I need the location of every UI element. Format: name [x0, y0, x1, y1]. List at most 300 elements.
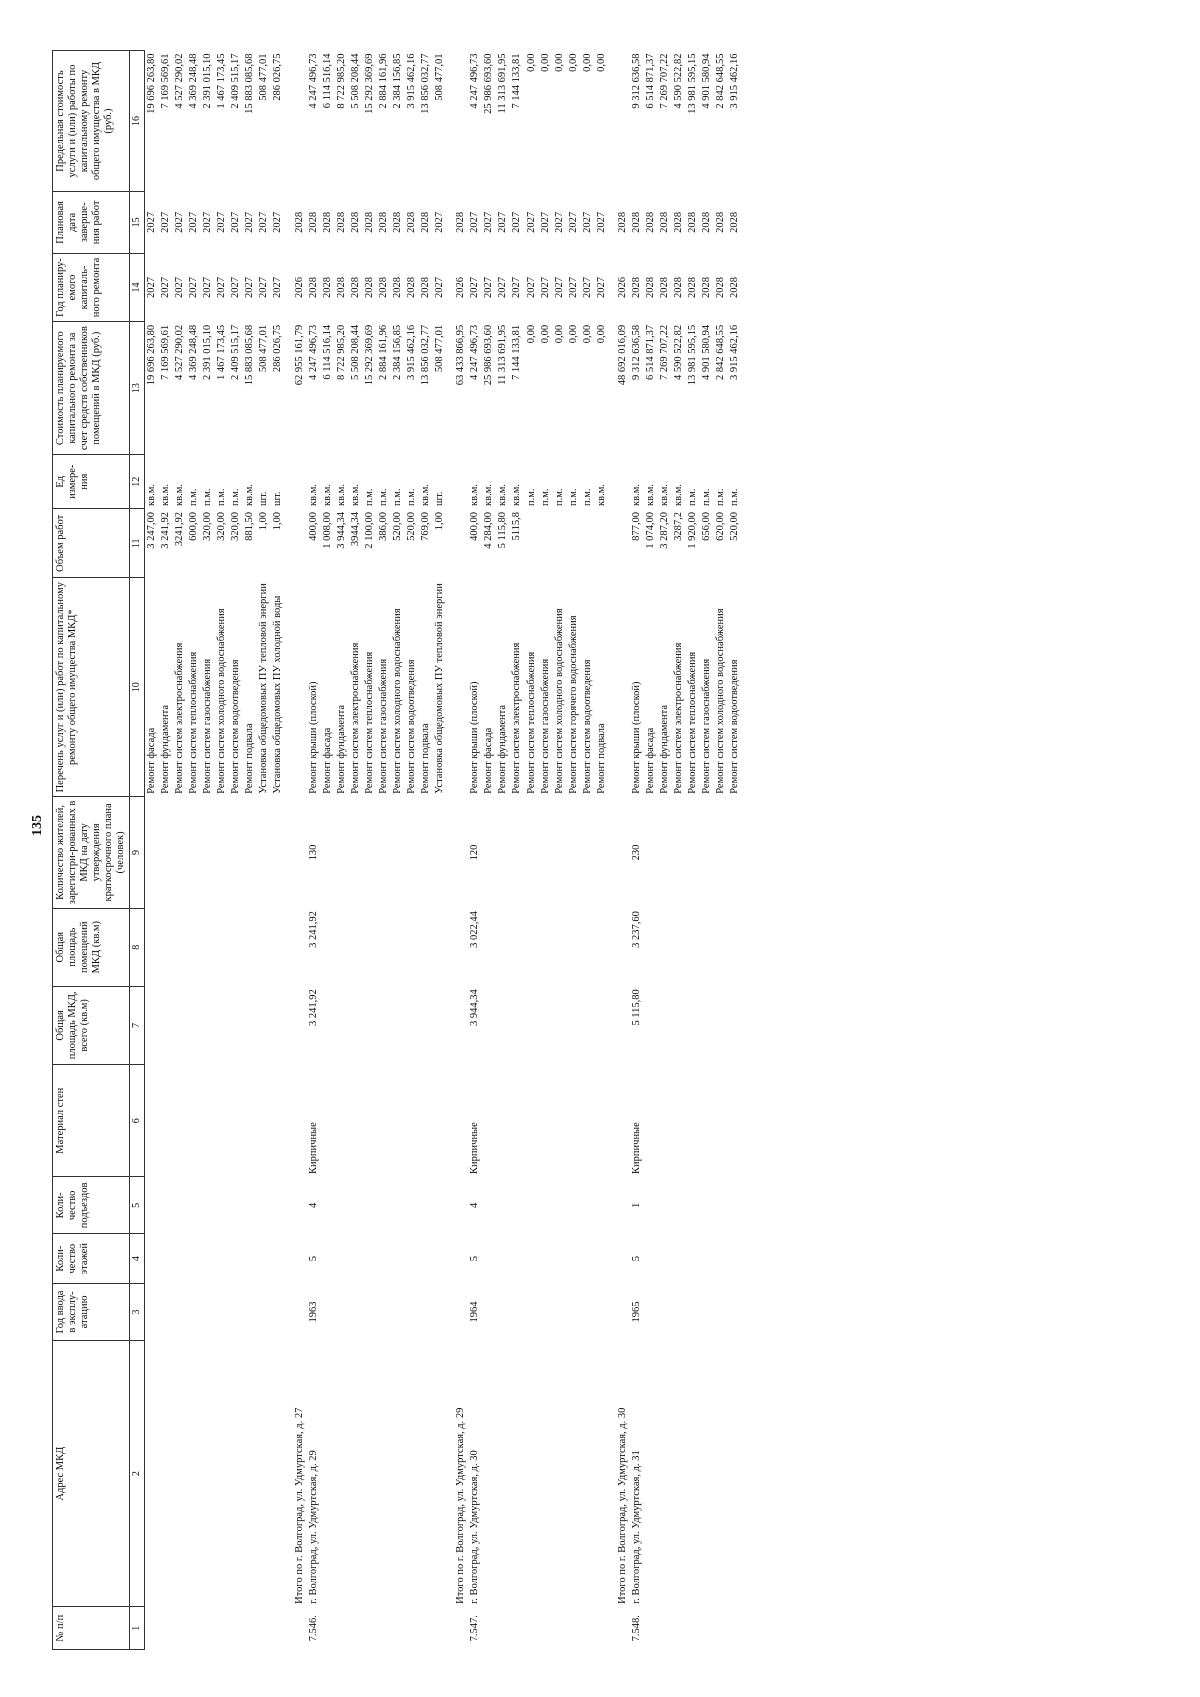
table-row — [496, 51, 510, 1650]
cell-col-15: 2028 — [701, 211, 713, 233]
cell-col-12: п.м. — [230, 488, 242, 506]
cell-col-8 — [525, 908, 539, 986]
header-cell: Объем работ — [53, 509, 130, 578]
cell-col-9 — [419, 797, 433, 908]
cell-col-7 — [644, 986, 658, 1064]
cell-col-2 — [686, 1340, 700, 1607]
cell-col-2: г. Волгоград, ул. Удмуртская, д. 29 — [307, 1450, 319, 1604]
cell-col-11: 1 074,00 — [645, 511, 656, 549]
cell-col-6 — [391, 1064, 405, 1177]
cell-col-13: 7 144 133,81 — [511, 324, 523, 380]
cell-col-14: 2028 — [391, 276, 403, 298]
cell-col-5 — [496, 1177, 510, 1234]
cell-col-11: 320,00 — [202, 511, 214, 541]
cell-col-13: 0,00 — [525, 324, 537, 344]
cell-col-14: 2027 — [174, 276, 185, 298]
cell-col-14: 2028 — [645, 276, 656, 298]
cell-col-7 — [419, 986, 433, 1064]
table-row — [377, 51, 391, 1650]
header-row — [53, 51, 130, 1650]
cell-col-8 — [335, 908, 349, 986]
cell-col-4 — [321, 1234, 335, 1284]
table-row — [714, 51, 728, 1650]
cell-col-9 — [405, 797, 419, 908]
cell-col-6 — [672, 1064, 686, 1177]
cell-col-11: 1 008,00 — [321, 511, 333, 549]
table-row — [644, 51, 658, 1650]
cell-col-9 — [581, 797, 595, 908]
cell-col-5 — [321, 1177, 335, 1234]
table-row — [243, 51, 257, 1650]
cell-col-1 — [658, 1607, 672, 1650]
cell-col-3 — [391, 1284, 405, 1341]
cell-col-2: Итого по г. Волгоград, ул. Удмуртская, д. 29 — [455, 1407, 467, 1604]
cell-col-10: Ремонт систем теплоснабжения — [363, 651, 375, 794]
cell-col-8 — [377, 908, 391, 986]
table-row — [686, 51, 700, 1650]
cell-col-4 — [700, 1234, 714, 1284]
cell-col-11: 3 944,34 — [335, 511, 347, 549]
cell-col-7 — [405, 986, 419, 1064]
cell-col-1 — [363, 1607, 377, 1650]
cell-col-13: 2 384 156,85 — [391, 324, 403, 380]
cell-col-13: 508 477,01 — [434, 324, 446, 373]
table-row — [144, 51, 159, 1650]
cell-col-13: 2 842 648,55 — [715, 324, 727, 380]
cell-col-11: 400,00 — [307, 511, 319, 541]
rotated-table-area — [52, 50, 1142, 1650]
cell-col-11 — [539, 509, 553, 578]
cell-col-14: 2027 — [145, 276, 157, 298]
cell-col-6 — [144, 1064, 159, 1177]
cell-col-12: п.м. — [581, 488, 593, 506]
cell-col-3 — [447, 1284, 468, 1341]
cell-col-12: п.м. — [687, 488, 699, 506]
cell-col-12: п.м. — [216, 488, 228, 506]
cell-col-12: кв.м. — [145, 484, 157, 506]
cell-col-2 — [728, 1340, 742, 1607]
cell-col-1 — [335, 1607, 349, 1650]
cell-col-13: 7 269 707,22 — [659, 324, 671, 380]
cell-col-13: 2 391 015,10 — [202, 324, 214, 380]
cell-col-3 — [525, 1284, 539, 1341]
cell-col-2: Итого по г. Волгоград, ул. Удмуртская, д. 30 — [616, 1407, 628, 1604]
cell-col-7 — [447, 986, 468, 1064]
header-cell: Адрес МКД — [53, 1340, 130, 1607]
cell-col-13: 13 981 595,15 — [687, 324, 699, 386]
cell-col-16: 1 467 173,45 — [216, 53, 228, 109]
cell-col-11 — [525, 509, 539, 578]
cell-col-12: п.м. — [525, 488, 537, 506]
cell-col-13: 11 313 691,95 — [497, 324, 509, 385]
cell-col-11: 3944,34 — [349, 511, 361, 547]
cell-col-3 — [363, 1284, 377, 1341]
cell-col-3 — [419, 1284, 433, 1341]
cell-col-3 — [187, 1284, 201, 1341]
cell-col-3 — [349, 1284, 363, 1341]
cell-col-9 — [144, 797, 159, 908]
cell-col-12: п.м. — [202, 488, 214, 506]
cell-col-8 — [482, 908, 496, 986]
cell-col-7 — [686, 986, 700, 1064]
cell-col-9 — [700, 797, 714, 908]
cell-col-5 — [363, 1177, 377, 1234]
cell-col-11: 1,00 — [258, 511, 270, 531]
cell-col-2 — [510, 1340, 524, 1607]
cell-col-14: 2028 — [701, 276, 713, 298]
cell-col-16: 3 915 462,16 — [729, 53, 741, 109]
cell-col-14: 2028 — [659, 276, 671, 298]
cell-col-11: 3 247,00 — [145, 511, 157, 549]
cell-col-11 — [553, 509, 567, 578]
cell-col-4 — [433, 1234, 447, 1284]
cell-col-6 — [567, 1064, 581, 1177]
house-row — [630, 51, 644, 1650]
column-number: 9 — [130, 797, 145, 908]
cell-col-6 — [335, 1064, 349, 1177]
cell-col-16: 15 292 369,69 — [363, 53, 375, 114]
cell-col-2 — [173, 1340, 187, 1607]
cell-col-13: 4 247 496,73 — [307, 324, 319, 380]
cell-col-12: кв.м. — [645, 484, 656, 506]
cell-col-3 — [686, 1284, 700, 1341]
cell-col-11: 656,00 — [701, 511, 713, 541]
cell-col-6 — [539, 1064, 553, 1177]
cell-col-5 — [377, 1177, 391, 1234]
cell-col-14: 2027 — [434, 276, 446, 298]
cell-col-15: 2027 — [202, 211, 214, 233]
cell-col-11 — [286, 509, 307, 578]
cell-col-15: 2027 — [145, 211, 157, 233]
cell-col-10: Ремонт крыши (плоской) — [469, 681, 481, 794]
cell-col-12: п.м. — [539, 488, 551, 506]
cell-col-11: 881,50 — [244, 511, 256, 541]
cell-col-3 — [215, 1284, 229, 1341]
cell-col-13: 4 369 248,48 — [188, 324, 200, 380]
cell-col-11 — [595, 509, 609, 578]
cell-col-13: 4 901 580,94 — [701, 324, 713, 380]
cell-col-8 — [496, 908, 510, 986]
cell-col-7: 3 944,34 — [469, 989, 481, 1027]
cell-col-13: 508 477,01 — [258, 324, 270, 373]
cell-col-14: 2026 — [455, 276, 467, 298]
cell-col-8 — [173, 908, 187, 986]
cell-col-10: Ремонт систем водоотведения — [406, 659, 417, 794]
cell-col-11: 4 284,00 — [483, 511, 495, 549]
cell-col-6 — [215, 1064, 229, 1177]
cell-col-9 — [215, 797, 229, 908]
cell-col-16: 2 384 156,85 — [391, 53, 403, 109]
cell-col-8 — [144, 908, 159, 986]
cell-col-3 — [159, 1284, 173, 1341]
cell-col-1 — [553, 1607, 567, 1650]
cell-col-10: Ремонт крыши (плоской) — [307, 681, 319, 794]
cell-col-11: 520,00 — [729, 511, 741, 541]
cell-col-7 — [567, 986, 581, 1064]
cell-col-9 — [243, 797, 257, 908]
cell-col-6 — [286, 1064, 307, 1177]
cell-col-5 — [187, 1177, 201, 1234]
cell-col-9: 230 — [630, 844, 642, 861]
cell-col-16 — [286, 51, 307, 192]
cell-col-15: 2028 — [321, 211, 333, 233]
cell-col-3 — [595, 1284, 609, 1341]
cell-col-1 — [714, 1607, 728, 1650]
cell-col-15: 2028 — [645, 211, 656, 233]
cell-col-15: 2027 — [244, 211, 256, 233]
cell-col-14: 2027 — [202, 276, 214, 298]
cell-col-10: Ремонт систем электроснабжения — [511, 642, 523, 794]
cell-col-8 — [391, 908, 405, 986]
cell-col-5 — [257, 1177, 271, 1234]
cell-col-7 — [672, 986, 686, 1064]
column-number: 12 — [130, 454, 145, 508]
cell-col-7 — [187, 986, 201, 1064]
cell-col-11: 1 920,00 — [687, 511, 699, 549]
cell-col-11: 3 287,20 — [659, 511, 671, 549]
cell-col-14: 2028 — [729, 276, 741, 298]
cell-col-12: кв.м. — [307, 484, 319, 506]
cell-col-15: 2028 — [406, 211, 417, 233]
cell-col-14: 2028 — [363, 276, 375, 298]
cell-col-11: 386,00 — [377, 511, 389, 541]
cell-col-5 — [581, 1177, 595, 1234]
cell-col-5 — [510, 1177, 524, 1234]
cell-col-8 — [553, 908, 567, 986]
cell-col-8 — [672, 908, 686, 986]
cell-col-16: 4 590 522,82 — [673, 53, 685, 109]
cell-col-3 — [229, 1284, 243, 1341]
cell-col-8 — [447, 908, 468, 986]
cell-col-2: г. Волгоград, ул. Удмуртская, д. 30 — [469, 1450, 481, 1604]
cell-col-5 — [405, 1177, 419, 1234]
cell-col-14: 2028 — [715, 276, 727, 298]
cell-col-11: 769,00 — [420, 511, 432, 541]
cell-col-1 — [567, 1607, 581, 1650]
cell-col-10: Ремонт фасада — [483, 727, 495, 794]
cell-col-13: 3 915 462,16 — [729, 324, 741, 380]
cell-col-2 — [257, 1340, 271, 1607]
cell-col-7: 5 115,80 — [630, 989, 642, 1026]
cell-col-15: 2027 — [581, 211, 593, 233]
cell-col-8 — [714, 908, 728, 986]
cell-col-16: 0,00 — [595, 53, 607, 72]
cell-col-16: 2 391 015,10 — [202, 53, 214, 109]
cell-col-14: 2027 — [469, 276, 481, 298]
cell-col-11: 400,00 — [469, 511, 481, 541]
cell-col-6 — [271, 1064, 285, 1177]
cell-col-10: Установка общедомовых ПУ тепловой энергии — [434, 583, 446, 794]
cell-col-9 — [539, 797, 553, 908]
cell-col-8 — [595, 908, 609, 986]
cell-col-12: шт. — [258, 491, 270, 506]
cell-col-14: 2027 — [216, 276, 228, 298]
cell-col-13: 13 856 032,77 — [420, 324, 432, 386]
cell-col-10: Ремонт систем водоотведения — [581, 659, 593, 794]
cell-col-9 — [229, 797, 243, 908]
cell-col-2 — [321, 1340, 335, 1607]
table-row — [553, 51, 567, 1650]
cell-col-11 — [581, 509, 595, 578]
cell-col-4: 5 — [307, 1256, 319, 1262]
cell-col-6: Кирпичные — [630, 1122, 642, 1174]
cell-col-9 — [433, 797, 447, 908]
cell-col-6 — [553, 1064, 567, 1177]
cell-col-8 — [363, 908, 377, 986]
cell-col-7 — [510, 986, 524, 1064]
cell-col-11: 5115,8 — [511, 511, 523, 541]
column-number: 11 — [130, 509, 145, 578]
cell-col-15: 2028 — [293, 211, 305, 233]
cell-col-10: Ремонт систем горячего водоснабжения — [567, 615, 579, 794]
cell-col-15: 2027 — [188, 211, 200, 233]
cell-col-4 — [405, 1234, 419, 1284]
cell-col-13: 6 514 871,37 — [645, 324, 656, 380]
cell-col-4 — [173, 1234, 187, 1284]
cell-col-15: 2027 — [272, 211, 284, 233]
cell-col-1 — [391, 1607, 405, 1650]
cell-col-11 — [447, 509, 468, 578]
cell-col-16: 4 369 248,48 — [188, 53, 200, 109]
cell-col-1 — [728, 1607, 742, 1650]
cell-col-7 — [496, 986, 510, 1064]
cell-col-1 — [159, 1607, 173, 1650]
cell-col-4 — [686, 1234, 700, 1284]
cell-col-3 — [553, 1284, 567, 1341]
cell-col-9 — [644, 797, 658, 908]
cell-col-13: 6 114 516,14 — [321, 324, 333, 380]
cell-col-1 — [595, 1607, 609, 1650]
total-row — [609, 51, 630, 1650]
cell-col-9 — [510, 797, 524, 908]
cell-col-10: Установка общедомовых ПУ холодной воды — [272, 595, 284, 794]
total-row — [447, 51, 468, 1650]
cell-col-14: 2027 — [595, 276, 607, 298]
table-row — [215, 51, 229, 1650]
table-body — [144, 51, 742, 1650]
cell-col-1 — [672, 1607, 686, 1650]
cell-col-13: 7 169 569,61 — [159, 324, 171, 380]
cell-col-16: 0,00 — [539, 53, 551, 72]
cell-col-3 — [377, 1284, 391, 1341]
cell-col-4 — [419, 1234, 433, 1284]
cell-col-12: кв.м. — [335, 484, 347, 506]
cell-col-10: Ремонт систем холодного водоснабжения — [553, 608, 565, 794]
cell-col-16: 4 247 496,73 — [469, 53, 481, 109]
cell-col-10: Ремонт подвала — [595, 723, 607, 794]
table-row — [391, 51, 405, 1650]
cell-col-16: 5 508 208,44 — [349, 53, 361, 109]
cell-col-14: 2028 — [377, 276, 389, 298]
cell-col-6 — [187, 1064, 201, 1177]
cell-col-16: 7 144 133,81 — [511, 53, 523, 109]
cell-col-8 — [286, 908, 307, 986]
cell-col-2 — [335, 1340, 349, 1607]
cell-col-6 — [496, 1064, 510, 1177]
cell-col-9 — [714, 797, 728, 908]
cell-col-9 — [391, 797, 405, 908]
cell-col-12: кв.м. — [159, 484, 171, 506]
table-row — [187, 51, 201, 1650]
cell-col-5 — [609, 1177, 630, 1234]
column-number: 8 — [130, 908, 145, 986]
cell-col-2 — [700, 1340, 714, 1607]
cell-col-6 — [173, 1064, 187, 1177]
cell-col-14: 2027 — [483, 276, 495, 298]
cell-col-7 — [553, 986, 567, 1064]
cell-col-16: 3 915 462,16 — [406, 53, 417, 109]
cell-col-1 — [173, 1607, 187, 1650]
cell-col-4 — [595, 1234, 609, 1284]
cell-col-6 — [243, 1064, 257, 1177]
column-number: 14 — [130, 253, 145, 322]
cell-col-12: кв.м. — [483, 484, 495, 506]
cell-col-4 — [553, 1234, 567, 1284]
cell-col-14: 2027 — [539, 276, 551, 298]
cell-col-2 — [243, 1340, 257, 1607]
cell-col-7 — [321, 986, 335, 1064]
cell-col-13: 62 955 161,79 — [293, 324, 305, 386]
cell-col-12 — [609, 454, 630, 508]
cell-col-15: 2028 — [363, 211, 375, 233]
cell-col-4 — [144, 1234, 159, 1284]
cell-col-6: Кирпичные — [469, 1122, 481, 1174]
cell-col-6 — [447, 1064, 468, 1177]
cell-col-2 — [658, 1340, 672, 1607]
cell-col-11: 600,00 — [188, 511, 200, 541]
table-row — [201, 51, 215, 1650]
cell-col-12: п.м. — [363, 488, 375, 506]
cell-col-1 — [229, 1607, 243, 1650]
cell-col-7 — [433, 986, 447, 1064]
cell-col-10: Ремонт фундамента — [159, 704, 171, 794]
cell-col-4 — [644, 1234, 658, 1284]
cell-col-16: 4 247 496,73 — [307, 53, 319, 109]
cell-col-12: кв.м. — [244, 484, 256, 506]
cell-col-6 — [525, 1064, 539, 1177]
cell-col-9 — [672, 797, 686, 908]
cell-col-1 — [419, 1607, 433, 1650]
cell-col-12: п.м. — [188, 488, 200, 506]
header-cell: Материал стен — [53, 1064, 130, 1177]
cell-col-10: Ремонт фундамента — [659, 704, 671, 794]
cell-col-4 — [363, 1234, 377, 1284]
cell-col-5 — [525, 1177, 539, 1234]
cell-col-6 — [433, 1064, 447, 1177]
table-row — [700, 51, 714, 1650]
cell-col-2 — [595, 1340, 609, 1607]
cell-col-8 — [728, 908, 742, 986]
cell-col-8 — [567, 908, 581, 986]
cell-col-6 — [201, 1064, 215, 1177]
cell-col-11: 520,00 — [406, 511, 417, 541]
cell-col-5 — [144, 1177, 159, 1234]
cell-col-15: 2028 — [729, 211, 741, 233]
cell-col-6 — [728, 1064, 742, 1177]
table-row — [159, 51, 173, 1650]
cell-col-2 — [672, 1340, 686, 1607]
cell-col-6: Кирпичные — [307, 1122, 319, 1174]
cell-col-10: Ремонт систем электроснабжения — [673, 642, 685, 794]
cell-col-4 — [335, 1234, 349, 1284]
cell-col-10: Ремонт систем газоснабжения — [202, 658, 214, 794]
cell-col-7 — [243, 986, 257, 1064]
cell-col-12: п.м. — [391, 488, 403, 506]
cell-col-14: 2026 — [616, 276, 628, 298]
column-number: 4 — [130, 1234, 145, 1284]
cell-col-3 — [321, 1284, 335, 1341]
table-row — [567, 51, 581, 1650]
